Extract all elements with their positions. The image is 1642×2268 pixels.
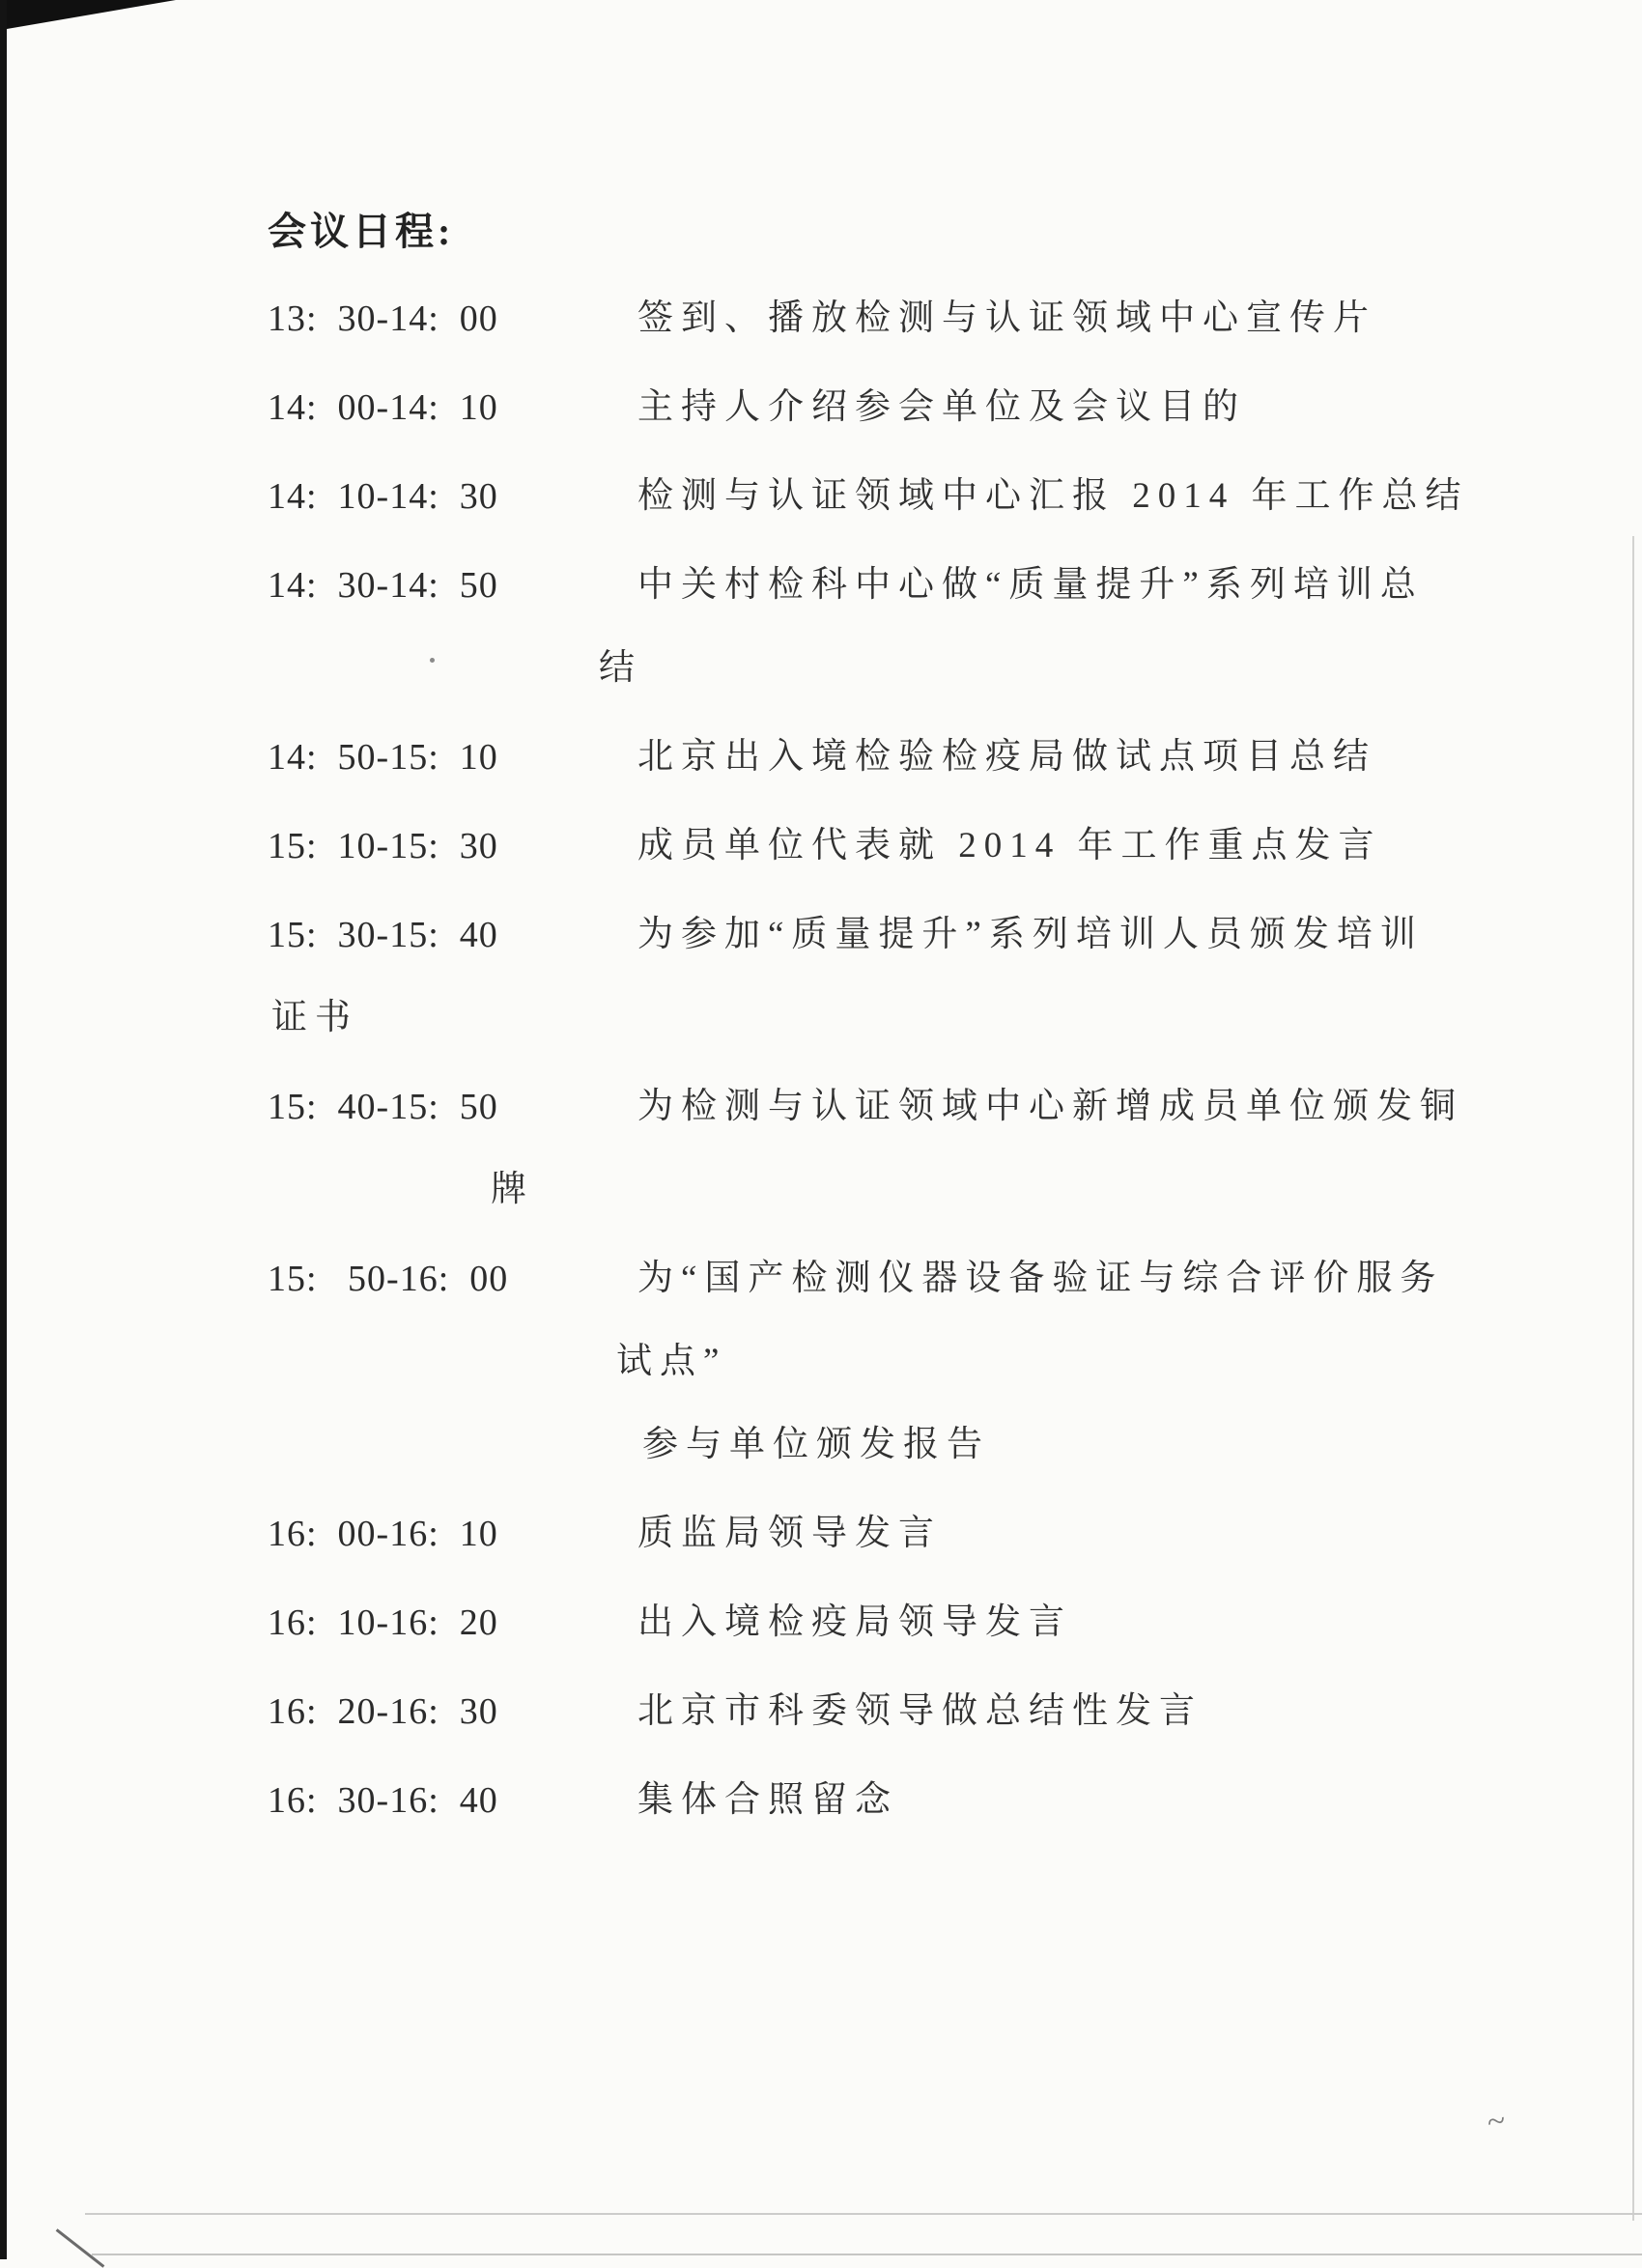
agenda-time: 14: 10-14: 30	[268, 476, 498, 517]
agenda-time: 14: 00-14: 10	[268, 387, 498, 428]
agenda-time: 15: 40-15: 50	[268, 1087, 498, 1127]
agenda-time: 15: 50-16: 00	[268, 1259, 509, 1299]
agenda-activity: 集体合照留念	[637, 1780, 898, 1820]
agenda-row	[268, 472, 1514, 521]
agenda-row	[268, 1510, 1514, 1558]
scan-corner-mark	[7, 0, 176, 29]
scan-bottom-line	[85, 2213, 1642, 2215]
agenda-row	[268, 911, 1514, 959]
agenda-row	[268, 1687, 1514, 1736]
agenda-row	[268, 295, 1514, 343]
agenda-time: 16: 00-16: 10	[268, 1514, 498, 1554]
agenda-activity: 为检测与认证领域中心新增成员单位颁发铜	[637, 1087, 1463, 1126]
agenda-activity: 主持人介绍参会单位及会议目的	[637, 387, 1246, 427]
agenda-activity: 北京出入境检验检疫局做试点项目总结	[637, 737, 1376, 777]
agenda-time: 16: 20-16: 30	[268, 1691, 498, 1732]
agenda-time: 15: 30-15: 40	[268, 915, 498, 955]
agenda-row	[268, 733, 1514, 781]
agenda-activity-continuation: 试点”	[616, 1342, 727, 1381]
agenda-activity-continuation: 牌	[491, 1170, 534, 1209]
agenda-activity: 中关村检科中心做“质量提升”系列培训总	[637, 565, 1424, 605]
agenda-row	[268, 1255, 1514, 1303]
scan-right-line	[1632, 536, 1634, 2221]
agenda-row-group	[268, 1083, 1514, 1214]
scan-bottom-edge-line	[92, 2254, 1642, 2255]
agenda-row	[268, 383, 1514, 432]
agenda-activity: 质监局领导发言	[637, 1514, 942, 1553]
agenda-row	[268, 1776, 1514, 1825]
agenda-activity-continuation: 结	[599, 648, 642, 688]
agenda-row-group	[268, 561, 1514, 693]
agenda-time: 15: 10-15: 30	[268, 826, 498, 866]
agenda-document	[268, 208, 1514, 1865]
agenda-row	[268, 561, 1514, 610]
agenda-time: 14: 30-14: 50	[268, 565, 498, 606]
agenda-activity: 为“国产检测仪器设备验证与综合评价服务	[637, 1259, 1444, 1298]
agenda-activity: 成员单位代表就 2014 年工作重点发言	[637, 826, 1382, 865]
scan-bottom-left-mark	[56, 2228, 105, 2268]
agenda-row	[268, 1599, 1514, 1647]
page-title: 会议日程:	[268, 210, 455, 253]
agenda-time: 14: 50-15: 10	[268, 737, 498, 778]
agenda-activity-continuation: 证书	[271, 998, 358, 1037]
agenda-activity: 签到、播放检测与认证领域中心宣传片	[637, 298, 1376, 338]
agenda-time: 16: 10-16: 20	[268, 1602, 498, 1643]
scan-tilde-mark: ~	[1485, 2102, 1508, 2141]
agenda-activity-continuation: 参与单位颁发报告	[642, 1425, 990, 1464]
scan-left-edge	[0, 0, 7, 2259]
agenda-activity: 检测与认证领域中心汇报 2014 年工作总结	[637, 476, 1469, 516]
agenda-row	[268, 822, 1514, 870]
agenda-activity: 为参加“质量提升”系列培训人员颁发培训	[637, 915, 1424, 954]
agenda-row-group	[268, 1255, 1514, 1469]
agenda-time: 16: 30-16: 40	[268, 1780, 498, 1821]
agenda-row	[268, 1083, 1514, 1131]
agenda-activity: 出入境检疫局领导发言	[637, 1602, 1072, 1642]
agenda-time: 13: 30-14: 00	[268, 298, 498, 339]
agenda-row-group	[268, 911, 1514, 1042]
agenda-activity: 北京市科委领导做总结性发言	[637, 1691, 1203, 1731]
